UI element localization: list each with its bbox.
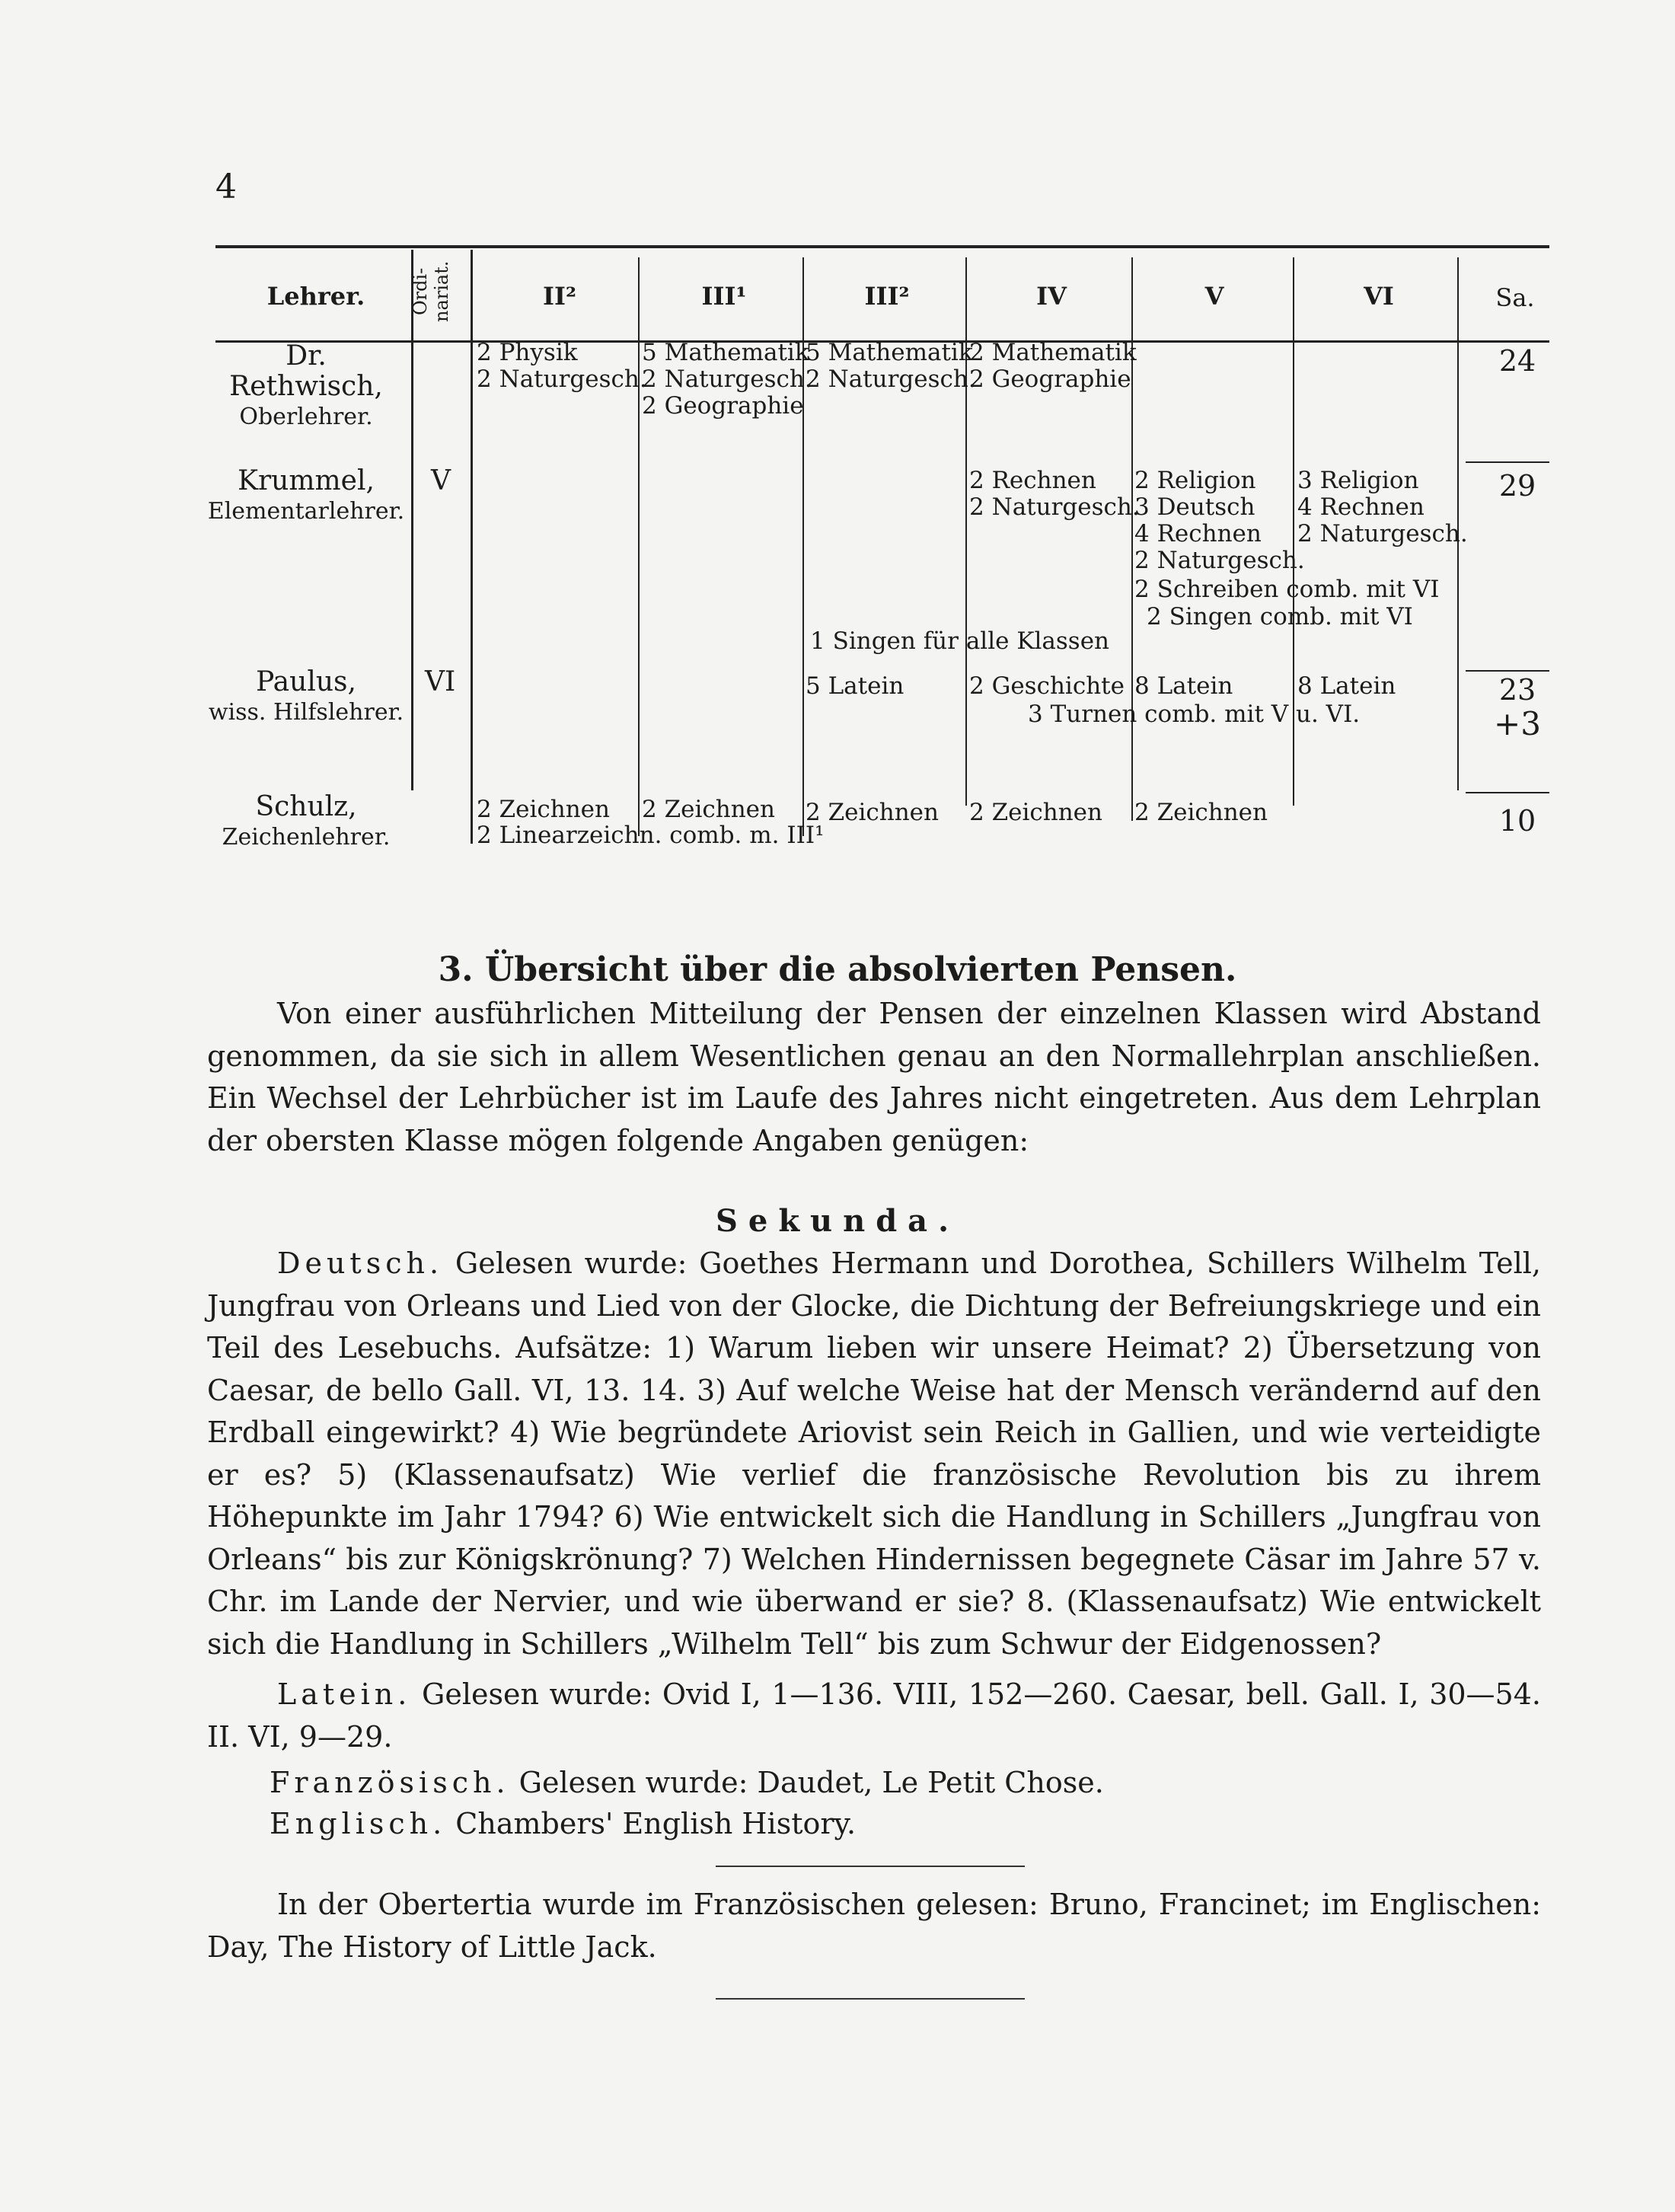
cell: 2 Zeichnen bbox=[642, 796, 775, 823]
teacher-title: Zeichenlehrer. bbox=[222, 824, 391, 851]
cell: 2 Zeichnen bbox=[969, 799, 1102, 826]
header-ordinariat: Ordi- nariat. bbox=[410, 260, 452, 323]
cell: 3 Religion 4 Rechnen 2 Naturgesch. bbox=[1297, 467, 1468, 547]
header-col-IV: IV bbox=[1036, 282, 1067, 311]
page-number: 4 bbox=[215, 168, 237, 206]
row-rule bbox=[1466, 461, 1549, 463]
deutsch-text: Gelesen wurde: Goethes Hermann und Dorothea, Schillers Wilhelm Tell, Jungfrau von Orleans und Lied von der Glocke, die Dichtung der Befreiungskriege und ein Teil des Lesebuchs. Aufsätze: 1) Warum lieben wir unsere Heimat? 2) Übersetzung von Caesar, de bello Gall. VI, 13. 14. 3) Auf welche Weise hat der Mensch verändernd auf den Erdball eingewirkt? 4) Wie begründete Ariovist sein Reich in Gallien, und wie verteidigte er es? 5) (Klassenaufsatz) Wie verlief die französische Revolution bis zu ihrem Höhepunkte im Jahr 1794? 6) Wie entwickelt sich die Handlung in Schillers „Jungfrau von Orleans“ bis zur Königskrönung? 7) Welchen Hindernissen begegnete Cäsar im Jahre 57 v. Chr. im Lande der Nervier, und wie überwand er sie? 8. (Klassenaufsatz) Wie entwickelt sich die Handlung in Schillers „Wilhelm Tell“ bis zum Schwur der Eidgenossen? bbox=[207, 1246, 1541, 1661]
header-col-III1: III¹ bbox=[701, 282, 747, 311]
header-col-VI: VI bbox=[1364, 282, 1394, 311]
teacher-title: Oberlehrer. bbox=[239, 404, 373, 430]
sum-cell-extra: +3 bbox=[1494, 705, 1541, 742]
sum-cell: 29 bbox=[1498, 469, 1536, 503]
ordinariat-cell: V bbox=[431, 465, 451, 496]
header-sum: Sa. bbox=[1495, 283, 1535, 312]
header-col-III2: III² bbox=[864, 282, 910, 311]
row-rule bbox=[1466, 792, 1549, 793]
cell: 2 Physik 2 Naturgesch. bbox=[477, 339, 647, 393]
latein-paragraph bbox=[207, 1674, 1541, 1758]
cell: 8 Latein bbox=[1134, 672, 1233, 700]
teacher-name bbox=[207, 341, 405, 433]
row-rule bbox=[1466, 670, 1549, 672]
teacher-name-text: Schulz, bbox=[255, 791, 357, 822]
sum-cell: 10 bbox=[1498, 804, 1536, 838]
franz-line bbox=[270, 1762, 1603, 1804]
cell: 2 Mathematik 2 Geographie bbox=[969, 339, 1137, 393]
cell: 2 Zeichnen bbox=[1134, 799, 1268, 826]
teacher-name-text: Dr. Rethwisch, bbox=[229, 340, 383, 402]
ordinariat-cell: VI bbox=[425, 666, 456, 697]
header-teacher: Lehrer. bbox=[266, 282, 365, 311]
latein-label: Latein. bbox=[277, 1677, 412, 1711]
franz-text: Gelesen wurde: Daudet, Le Petit Chose. bbox=[518, 1766, 1104, 1799]
cell: 2 Geschichte bbox=[969, 672, 1125, 700]
cell: 2 Zeichnen bbox=[477, 796, 610, 823]
separator-rule bbox=[716, 1866, 1025, 1867]
comb-note: 3 Turnen comb. mit V u. VI. bbox=[1028, 701, 1361, 728]
cell: 2 Rechnen 2 Naturgesch. bbox=[969, 467, 1140, 521]
cell: 5 Mathematik 2 Naturgesch. bbox=[806, 339, 976, 393]
cell: 2 Linearzeichn. comb. m. III¹ bbox=[477, 822, 825, 849]
comb-note: 1 Singen für alle Klassen bbox=[810, 627, 1110, 655]
cell: 2 Zeichnen bbox=[806, 799, 939, 826]
teacher-title: Elementarlehrer. bbox=[207, 498, 405, 525]
comb-note: 2 Schreiben comb. mit VI bbox=[1134, 576, 1440, 603]
separator-rule bbox=[716, 1998, 1025, 2000]
teacher-name bbox=[207, 667, 405, 728]
teacher-name bbox=[207, 466, 405, 527]
obertertia-paragraph: In der Obertertia wurde im Französischen gelesen: Bruno, Francinet; im Englischen: Day, The History of Little Jack. bbox=[207, 1888, 1541, 1964]
teacher-name-text: Krummel, bbox=[238, 465, 375, 496]
teacher-title: wiss. Hilfslehrer. bbox=[208, 699, 404, 726]
comb-note: 2 Singen comb. mit VI bbox=[1147, 603, 1413, 630]
latein-text: Gelesen wurde: Ovid I, 1—136. VIII, 152—260. Caesar, bell. Gall. I, 30—54. II. VI, 9—29. bbox=[207, 1677, 1541, 1754]
cell: 5 Mathematik 2 Naturgesch. 2 Geographie bbox=[642, 339, 812, 420]
teacher-name bbox=[207, 792, 405, 853]
col-rule bbox=[471, 250, 473, 844]
class-heading: Sekunda. bbox=[715, 1203, 960, 1239]
section-title: 3. Übersicht über die absolvierten Pensen. bbox=[438, 950, 1237, 989]
table-top-rule bbox=[215, 245, 1549, 248]
engl-line bbox=[270, 1803, 1603, 1845]
teacher-name-text: Paulus, bbox=[256, 666, 356, 697]
intro-paragraph: Von einer ausführlichen Mitteilung der Pensen der einzelnen Klassen wird Abstand genommen, da sie sich in allem Wesentlichen genau an den Normallehrplan anschließen. Ein Wechsel der Lehrbücher ist im Laufe des Jahres nicht eingetreten. Aus dem Lehrplan der obersten Klasse mögen folgende Angaben genügen: bbox=[207, 997, 1541, 1157]
sum-cell: 23 bbox=[1498, 673, 1536, 707]
cell: 2 Religion 3 Deutsch 4 Rechnen 2 Naturgesch. bbox=[1134, 467, 1305, 574]
sum-cell: 24 bbox=[1498, 344, 1536, 378]
engl-text: Chambers' English History. bbox=[455, 1807, 857, 1840]
franz-label: Französisch. bbox=[270, 1766, 510, 1799]
cell: 8 Latein bbox=[1297, 672, 1396, 700]
header-col-II2: II² bbox=[543, 282, 576, 311]
engl-label: Englisch. bbox=[270, 1807, 447, 1840]
deutsch-label: Deutsch. bbox=[277, 1246, 444, 1280]
cell: 5 Latein bbox=[806, 672, 904, 700]
deutsch-paragraph bbox=[207, 1243, 1541, 1665]
header-col-V: V bbox=[1204, 282, 1224, 311]
